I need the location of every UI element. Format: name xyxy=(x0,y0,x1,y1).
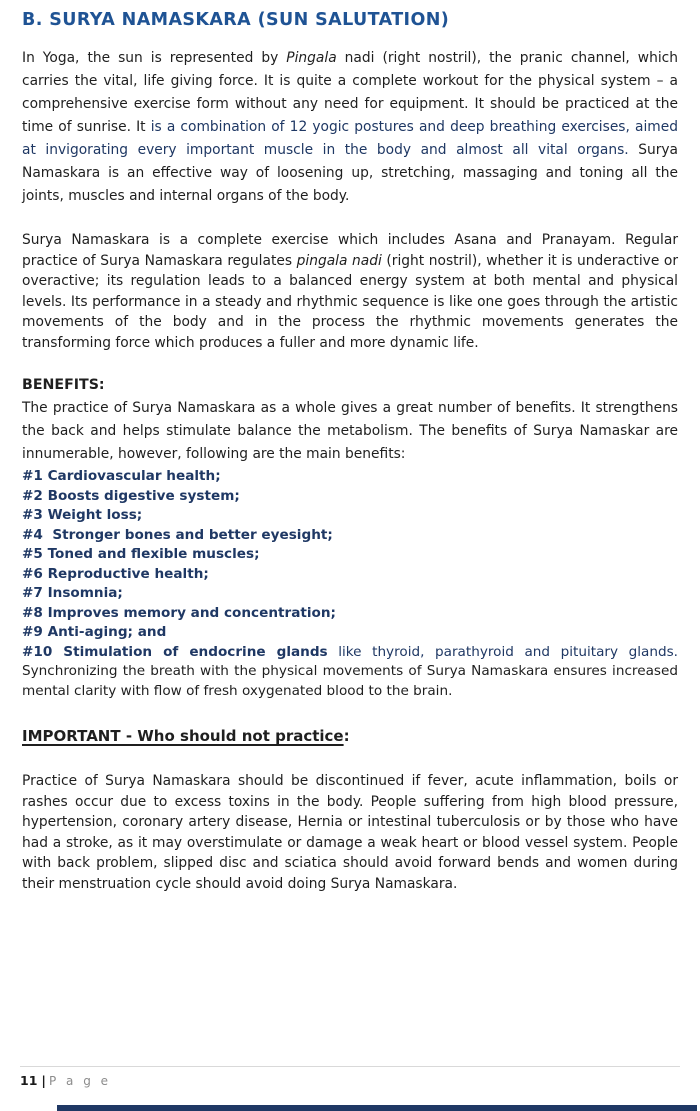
page-number: 11 xyxy=(20,1073,38,1088)
important-heading xyxy=(22,724,678,748)
text-run: nadi (right nostril), the pranic channel, which carries the vital, life giving force. It is quite a complete workout for the physical system – a comprehensive exercise form without any need for equipment. It should be practiced at the time of sunrise. It xyxy=(22,50,678,135)
benefits-heading: BENEFITS: xyxy=(22,377,105,393)
text-run: Surya Namaskara is a complete exercise which includes Asana and Pranayam. Regular practice of Surya Namaskara regulates xyxy=(22,232,678,269)
benefit-item: #9 Anti-aging; and xyxy=(22,624,167,640)
second-paragraph xyxy=(22,230,678,353)
benefits-list xyxy=(22,467,678,643)
intro-paragraph xyxy=(22,47,678,208)
text-run: In Yoga, the sun is represented by xyxy=(22,50,287,66)
benefit-item: #1 Cardiovascular health; xyxy=(22,468,221,484)
benefit-item: #4 Stronger bones and better eyesight; xyxy=(22,526,333,543)
important-heading-colon: : xyxy=(343,727,350,746)
benefit-10-paragraph xyxy=(22,643,678,702)
text-run: (right nostril), whether it is underactive or overactive; its regulation leads to a balanced energy system at both mental and physical levels. Its performance in a steady and rhythmic sequence is like one goes through the artistic movements of the body and in the process the rhythmic movements generates the transforming force which produces a fuller and more dynamic life. xyxy=(22,252,679,351)
benefits-intro-paragraph: The practice of Surya Namaskara as a whole gives a great number of benefits. It strengthens the back and helps stimulate balance the metabolism. The benefits of Surya Namaskar are innumerable, however, following are the main benefits: xyxy=(22,400,678,462)
benefit-item: #3 Weight loss; xyxy=(22,507,143,523)
text-run: Practice of Surya Namaskara should be discontinued if fever, acute inflammation, boils or rashes occur due to excess toxins in the body. People suffering from high blood pressure, hypertension, coronary artery disease, Hernia or intestinal tuberculosis or by those who have had a stroke, as it may overstimulate or damage a weak heart or blood vessel system. People with back problem, slipped disc and sciatica should avoid forward bends and women during their menstruation cycle should avoid doing Surya Namaskara. xyxy=(22,773,678,892)
text-run: #10 Stimulation of endocrine glands xyxy=(22,643,328,660)
footer-page-label: P a g e xyxy=(48,1074,112,1088)
benefit-item: #5 Toned and flexible muscles; xyxy=(22,546,260,562)
next-page-edge-bar xyxy=(57,1105,697,1111)
footer-separator: | xyxy=(41,1073,46,1088)
benefit-item: #6 Reproductive health; xyxy=(22,565,209,582)
text-run: like thyroid, parathyroid and pituitary glands. xyxy=(327,643,678,660)
text-run: is a combination of 12 yogic postures and deep breathing exercises, aimed at invigorating every important muscle in the body and almost all vital organs. xyxy=(22,119,678,158)
page-footer xyxy=(20,1066,680,1088)
benefit-item: #2 Boosts digestive system; xyxy=(22,487,240,504)
text-run: Synchronizing the breath with the physical movements of Surya Namaskara ensures increased mental clarity with flow of fresh oxygenated blood to the brain. xyxy=(22,663,678,699)
page-title: B. SURYA NAMASKARA (SUN SALUTATION) xyxy=(22,10,450,30)
benefit-item: #8 Improves memory and concentration; xyxy=(22,604,336,621)
contraindications-paragraph xyxy=(22,771,678,894)
important-heading-underline: IMPORTANT - Who should not practice xyxy=(22,727,344,746)
text-run: pingala nadi xyxy=(296,252,382,269)
text-run: Pingala xyxy=(286,50,337,66)
text-run: Surya Namaskara is an effective way of loosening up, stretching, massaging and toning all the joints, muscles and internal organs of the body. xyxy=(22,142,679,204)
benefit-item: #7 Insomnia; xyxy=(22,585,123,601)
